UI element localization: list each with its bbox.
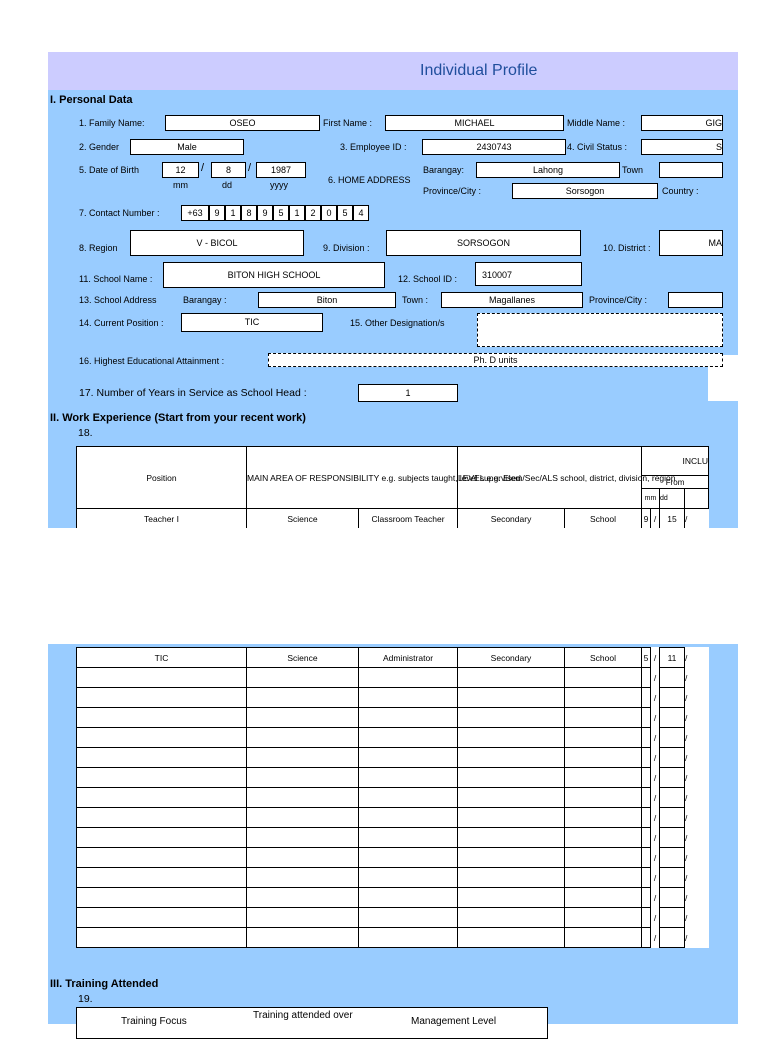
table-cell[interactable] (642, 768, 651, 788)
table-cell: / (685, 712, 688, 723)
cell-position[interactable]: Teacher I (77, 509, 247, 529)
table-row (77, 748, 709, 768)
division-field[interactable]: SORSOGON (386, 230, 581, 256)
table-cell: / (685, 812, 688, 823)
table-cell[interactable] (77, 788, 247, 808)
table-cell[interactable] (642, 808, 651, 828)
table-cell: / (685, 752, 688, 763)
table-cell[interactable] (565, 888, 642, 908)
table-cell[interactable] (565, 908, 642, 928)
cell-slash: / (685, 652, 688, 663)
table-row (77, 868, 709, 888)
cell-level[interactable]: Secondary (458, 648, 565, 668)
table-cell[interactable] (660, 748, 685, 768)
province-city-field[interactable]: Sorsogon (512, 183, 658, 199)
middle-name-field[interactable]: GIG (641, 115, 723, 131)
contact-digit-box[interactable]: 8 (241, 205, 257, 221)
cell-supervised[interactable]: Administrator (359, 648, 458, 668)
table-row (77, 928, 709, 948)
dob-mm-caption: mm (173, 180, 188, 190)
table-cell[interactable] (565, 848, 642, 868)
school-province-field[interactable] (668, 292, 723, 308)
table-row (77, 848, 709, 868)
table-cell: / (653, 832, 657, 843)
region-label: 8. Region (79, 243, 118, 253)
table-cell[interactable] (359, 848, 458, 868)
table-cell[interactable] (247, 728, 359, 748)
table-row (77, 888, 709, 908)
table-cell[interactable] (458, 848, 565, 868)
page-title: Individual Profile (420, 62, 538, 79)
table-cell[interactable] (642, 868, 651, 888)
table-row (77, 509, 709, 529)
table-cell[interactable] (642, 828, 651, 848)
table-cell[interactable] (359, 688, 458, 708)
table-cell: / (685, 892, 688, 903)
cell-type[interactable]: School (565, 509, 642, 529)
table-cell[interactable] (77, 828, 247, 848)
table-cell[interactable] (247, 668, 359, 688)
region-field[interactable]: V - BICOL (130, 230, 304, 256)
header-level: LEVEL e.g. Elem/Sec/ALS school, district, division, region (458, 447, 642, 509)
contact-digit-box[interactable]: 2 (305, 205, 321, 221)
table-cell[interactable] (642, 848, 651, 868)
table-cell[interactable] (642, 728, 651, 748)
employee-id-label: 3. Employee ID : (340, 142, 407, 152)
table-cell[interactable] (247, 808, 359, 828)
gender-field[interactable]: Male (130, 139, 244, 155)
table-row (77, 808, 709, 828)
table-cell[interactable] (77, 708, 247, 728)
table-cell[interactable] (660, 688, 685, 708)
dob-day-field[interactable]: 8 (211, 162, 246, 178)
table-row (77, 708, 709, 728)
table-cell[interactable] (660, 888, 685, 908)
table-cell[interactable] (77, 888, 247, 908)
table-cell[interactable] (458, 748, 565, 768)
first-name-label: First Name : (323, 118, 373, 128)
barangay-field[interactable]: Lahong (476, 162, 620, 178)
education-label: 16. Highest Educational Attainment : (79, 356, 225, 366)
table-cell[interactable] (77, 748, 247, 768)
table-cell[interactable] (660, 788, 685, 808)
district-field[interactable]: MA (659, 230, 723, 256)
table-cell[interactable] (565, 768, 642, 788)
cell-type[interactable]: School (565, 648, 642, 668)
current-position-field[interactable]: TIC (181, 313, 323, 332)
town-field[interactable] (659, 162, 723, 178)
cell-slash: / (685, 513, 688, 524)
table-cell[interactable] (660, 668, 685, 688)
cell-subject[interactable]: Science (247, 648, 359, 668)
table-cell[interactable] (247, 768, 359, 788)
header-inclusive-dates: INCLU (642, 447, 709, 476)
school-town-field[interactable]: Magallanes (441, 292, 583, 308)
table-cell: / (653, 752, 657, 763)
contact-digit-box[interactable]: +63 (181, 205, 209, 221)
education-field[interactable]: Ph. D units (268, 353, 723, 367)
cell-slash: / (653, 513, 657, 524)
cell-supervised[interactable]: Classroom Teacher (359, 509, 458, 529)
school-town-label: Town : (402, 295, 429, 305)
contact-digit-box[interactable]: 0 (321, 205, 337, 221)
civil-status-label: 4. Civil Status : (567, 142, 628, 152)
table-row (77, 648, 709, 668)
cell-level[interactable]: Secondary (458, 509, 565, 529)
contact-digit-box[interactable]: 5 (337, 205, 353, 221)
table-cell[interactable] (77, 928, 247, 948)
header-position: Position (77, 447, 247, 509)
table-cell[interactable] (247, 868, 359, 888)
work-experience-table (76, 446, 709, 529)
dob-year-field[interactable]: 1987 (256, 162, 306, 178)
table-cell: / (685, 872, 688, 883)
school-id-field[interactable]: 310007 (475, 262, 582, 286)
table-cell[interactable] (458, 808, 565, 828)
table-cell[interactable] (565, 828, 642, 848)
table-cell[interactable] (458, 688, 565, 708)
work-item-number: 18. (78, 427, 93, 439)
contact-digit-box[interactable]: 5 (273, 205, 289, 221)
table-cell[interactable] (359, 928, 458, 948)
table-cell[interactable] (642, 688, 651, 708)
table-cell[interactable] (77, 768, 247, 788)
table-cell[interactable] (642, 888, 651, 908)
section-personal-heading: I. Personal Data (50, 94, 133, 106)
first-name-field[interactable]: MICHAEL (385, 115, 564, 131)
country-label: Country : (662, 186, 699, 196)
dob-label: 5. Date of Birth (79, 165, 140, 175)
table-cell[interactable] (247, 928, 359, 948)
table-cell: / (685, 672, 688, 683)
cell-dd[interactable]: 11 (660, 648, 685, 668)
header-mm: mm (642, 489, 660, 509)
table-cell[interactable] (247, 908, 359, 928)
table-cell: / (685, 732, 688, 743)
table-cell[interactable] (660, 868, 685, 888)
table-cell[interactable] (458, 888, 565, 908)
table-cell[interactable] (642, 928, 651, 948)
table-cell[interactable] (642, 788, 651, 808)
header-dd: dd (660, 489, 685, 509)
table-cell[interactable] (458, 908, 565, 928)
district-label: 10. District : (603, 243, 651, 253)
town-label: Town (622, 165, 644, 175)
table-row (77, 728, 709, 748)
table-cell[interactable] (77, 688, 247, 708)
barangay-label: Barangay: (423, 165, 465, 175)
table-cell[interactable] (458, 708, 565, 728)
table-cell[interactable] (565, 668, 642, 688)
family-name-field[interactable]: OSEO (165, 115, 320, 131)
table-cell[interactable] (359, 888, 458, 908)
table-row (77, 788, 709, 808)
table-row (77, 908, 709, 928)
table-cell[interactable] (660, 828, 685, 848)
training-focus-header: Training Focus (121, 1016, 187, 1027)
table-cell[interactable] (642, 908, 651, 928)
cell-dd[interactable]: 15 (660, 509, 685, 529)
cell-mm[interactable]: 9 (642, 509, 651, 529)
cell-mm[interactable]: 5 (642, 648, 651, 668)
employee-id-field[interactable]: 2430743 (422, 139, 566, 155)
table-cell[interactable] (247, 848, 359, 868)
table-cell[interactable] (565, 728, 642, 748)
section-work-heading: II. Work Experience (Start from your recent work) (50, 412, 306, 424)
table-cell: / (653, 932, 657, 943)
school-name-field[interactable]: BITON HIGH SCHOOL (163, 262, 385, 288)
school-barangay-label: Barangay : (183, 295, 227, 305)
table-cell[interactable] (565, 788, 642, 808)
school-name-label: 11. School Name : (79, 274, 153, 284)
table-cell[interactable] (77, 808, 247, 828)
header-responsibility: MAIN AREA OF RESPONSIBILITY e.g. subjects taught, level supervised (247, 447, 458, 509)
table-cell[interactable] (77, 848, 247, 868)
contact-number-label: 7. Contact Number : (79, 208, 160, 218)
school-address-label: 13. School Address (79, 295, 157, 305)
table-cell[interactable] (359, 728, 458, 748)
table-cell[interactable] (660, 728, 685, 748)
table-cell: / (685, 692, 688, 703)
table-cell[interactable] (642, 668, 651, 688)
other-designation-field[interactable] (477, 313, 723, 347)
dob-slash-1: / (201, 162, 205, 174)
table-cell[interactable] (565, 928, 642, 948)
current-position-label: 14. Current Position : (79, 318, 164, 328)
table-cell: / (653, 792, 657, 803)
table-cell[interactable] (660, 908, 685, 928)
table-cell: / (685, 772, 688, 783)
table-cell[interactable] (458, 668, 565, 688)
table-cell[interactable] (642, 708, 651, 728)
dob-month-field[interactable]: 12 (162, 162, 199, 178)
table-cell[interactable] (247, 828, 359, 848)
division-label: 9. Division : (323, 243, 370, 253)
table-cell[interactable] (660, 848, 685, 868)
table-cell: / (685, 932, 688, 943)
school-barangay-field[interactable]: Biton (258, 292, 396, 308)
table-cell[interactable] (247, 788, 359, 808)
table-cell: / (653, 852, 657, 863)
table-cell[interactable] (458, 768, 565, 788)
table-cell[interactable] (458, 868, 565, 888)
table-cell[interactable] (565, 808, 642, 828)
table-cell[interactable] (359, 668, 458, 688)
header-blank (685, 489, 709, 509)
table-cell[interactable] (359, 868, 458, 888)
table-cell: / (653, 672, 657, 683)
gender-label: 2. Gender (79, 142, 120, 152)
table-cell[interactable] (359, 908, 458, 928)
table-cell: / (653, 772, 657, 783)
table-cell[interactable] (660, 708, 685, 728)
civil-status-field[interactable]: S (641, 139, 723, 155)
table-cell[interactable] (458, 828, 565, 848)
contact-digit-box[interactable]: 4 (353, 205, 369, 221)
table-cell: / (685, 832, 688, 843)
table-cell[interactable] (247, 888, 359, 908)
cell-position[interactable]: TIC (77, 648, 247, 668)
table-cell[interactable] (359, 788, 458, 808)
table-row (77, 828, 709, 848)
table-cell[interactable] (565, 748, 642, 768)
family-name-label: 1. Family Name: (79, 118, 145, 128)
table-cell[interactable] (660, 768, 685, 788)
table-cell[interactable] (458, 788, 565, 808)
header-from: From (642, 476, 709, 489)
title-band (48, 52, 738, 90)
dob-yyyy-caption: yyyy (270, 180, 288, 190)
work-experience-table-continued (76, 647, 709, 948)
table-cell[interactable] (458, 928, 565, 948)
table-cell[interactable] (660, 808, 685, 828)
contact-digit-box[interactable]: 1 (289, 205, 305, 221)
table-cell: / (653, 692, 657, 703)
school-province-label: Province/City : (589, 295, 648, 305)
table-cell[interactable] (77, 908, 247, 928)
table-cell[interactable] (359, 768, 458, 788)
dob-dd-caption: dd (222, 180, 233, 190)
table-cell: / (685, 852, 688, 863)
training-item-number: 19. (78, 993, 93, 1005)
table-cell[interactable] (359, 748, 458, 768)
table-cell: / (685, 912, 688, 923)
page-gap (0, 528, 768, 644)
other-designation-label: 15. Other Designation/s (350, 318, 445, 328)
table-cell[interactable] (247, 708, 359, 728)
table-cell[interactable] (565, 708, 642, 728)
table-cell[interactable] (660, 928, 685, 948)
contact-digit-box[interactable]: 9 (257, 205, 273, 221)
table-cell[interactable] (77, 728, 247, 748)
contact-digit-box[interactable]: 9 (209, 205, 225, 221)
training-over-header: Training attended over (253, 1010, 353, 1021)
table-row (77, 688, 709, 708)
table-cell: / (685, 792, 688, 803)
table-cell: / (653, 812, 657, 823)
contact-digit-box[interactable]: 1 (225, 205, 241, 221)
home-address-label: 6. HOME ADDRESS (328, 175, 411, 185)
section-training-heading: III. Training Attended (50, 978, 159, 990)
table-cell: / (653, 892, 657, 903)
table-cell[interactable] (359, 708, 458, 728)
management-level-header: Management Level (411, 1016, 497, 1027)
table-cell[interactable] (565, 868, 642, 888)
table-cell[interactable] (77, 668, 247, 688)
province-city-label: Province/City : (423, 186, 482, 196)
table-cell[interactable] (359, 808, 458, 828)
table-cell: / (653, 912, 657, 923)
table-cell[interactable] (77, 868, 247, 888)
years-service-label: 17. Number of Years in Service as School Head : (79, 387, 307, 399)
middle-name-label: Middle Name : (567, 118, 626, 128)
table-cell[interactable] (359, 828, 458, 848)
years-service-field[interactable]: 1 (358, 384, 458, 402)
table-cell[interactable] (247, 688, 359, 708)
table-cell: / (653, 872, 657, 883)
table-cell: / (653, 732, 657, 743)
dob-slash-2: / (248, 162, 252, 174)
table-cell[interactable] (458, 728, 565, 748)
school-id-label: 12. School ID : (398, 274, 458, 284)
table-row (77, 668, 709, 688)
table-cell[interactable] (642, 748, 651, 768)
table-cell[interactable] (565, 688, 642, 708)
cell-slash: / (653, 652, 657, 663)
table-row (77, 768, 709, 788)
cell-subject[interactable]: Science (247, 509, 359, 529)
table-cell: / (653, 712, 657, 723)
table-cell[interactable] (247, 748, 359, 768)
